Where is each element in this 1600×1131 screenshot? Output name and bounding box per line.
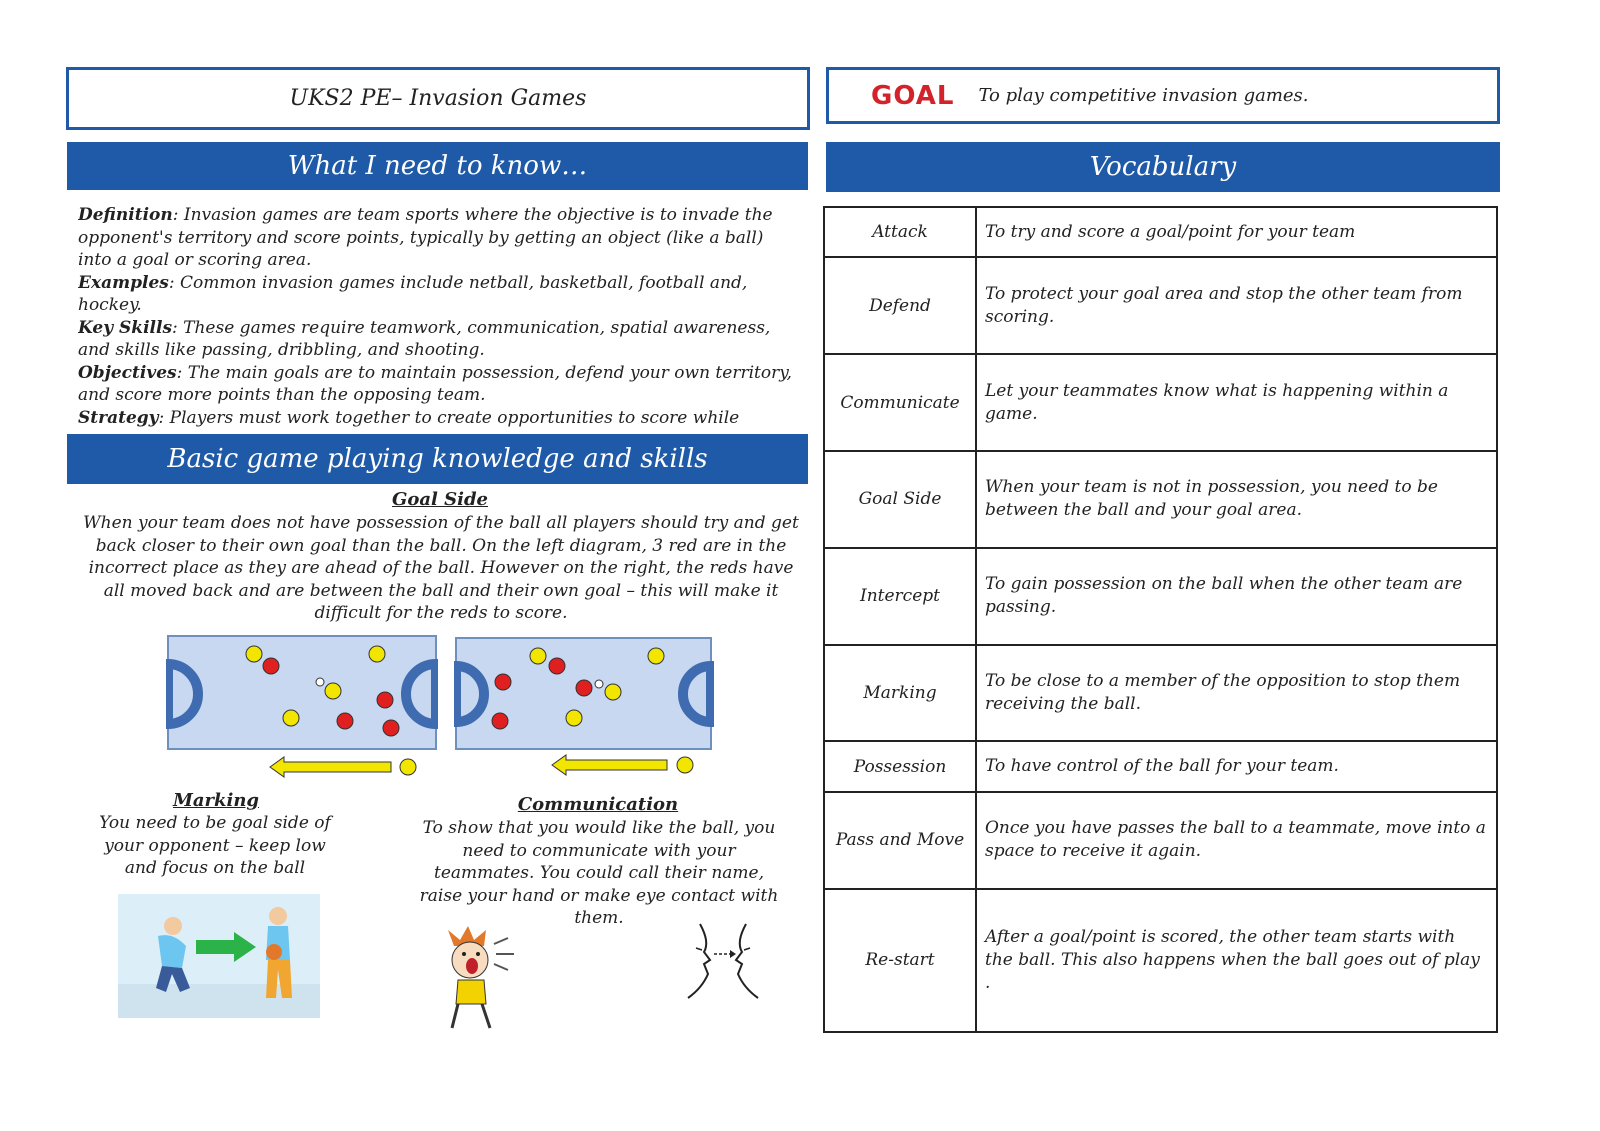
definition-label: Definition bbox=[78, 205, 173, 225]
vocabulary-table bbox=[823, 206, 1498, 1033]
marking-heading: Marking bbox=[172, 790, 260, 811]
strategy-paragraph bbox=[78, 407, 802, 430]
knowledge-text bbox=[78, 204, 802, 432]
goal-side-text: When your team does not have possession of the ball all players should try and get back closer to their own goal than the ball. On the left diagram, 3 red are in the incorrect place as they are ahead of the ball. However on the right, the reds have all moved back and are between the ball and their own goal – this will make it difficult for the reds to score. bbox=[83, 513, 799, 623]
vocab-term: Re-start bbox=[824, 889, 976, 1032]
vocabulary-table-wrapper bbox=[823, 206, 1498, 1033]
banner-label: Basic game playing knowledge and skills bbox=[167, 444, 708, 474]
basic-skills-banner bbox=[67, 434, 808, 484]
key-skills-label: Key Skills bbox=[78, 317, 173, 338]
goal-side-diagram-right bbox=[454, 636, 714, 782]
vocab-definition: To gain possession on the ball when the other team are passing. bbox=[976, 548, 1497, 645]
examples-text: : Common invasion games include netball, basketball, football and, hockey. bbox=[78, 272, 748, 315]
objectives-label: Objectives bbox=[78, 362, 177, 383]
goal-text: To play competitive invasion games. bbox=[978, 85, 1309, 106]
banner-label: What I need to know… bbox=[287, 151, 588, 181]
marking-illustration bbox=[118, 894, 320, 1018]
goal-side-heading: Goal Side bbox=[391, 489, 489, 510]
table-row bbox=[824, 889, 1497, 1032]
what-i-need-to-know-banner bbox=[67, 142, 808, 190]
vocab-term: Defend bbox=[824, 257, 976, 354]
strategy-text: : Players must work together to create opportunities to score while bbox=[158, 407, 740, 428]
vocab-definition: To have control of the ball for your team. bbox=[976, 741, 1497, 791]
key-skills-text: : These games require teamwork, communication, spatial awareness, and skills like passing, dribbling, and shooting. bbox=[78, 317, 771, 360]
communication-text: To show that you would like the ball, you need to communicate with your teammates. You could call their name, raise your hand or make eye contact with them. bbox=[419, 818, 779, 928]
vocab-definition: To protect your goal area and stop the other team from scoring. bbox=[976, 257, 1497, 354]
shouting-child-illustration bbox=[424, 924, 524, 1036]
key-skills-paragraph bbox=[78, 317, 802, 362]
examples-label: Examples bbox=[78, 272, 169, 293]
banner-label: Vocabulary bbox=[1089, 152, 1237, 182]
definition-paragraph bbox=[78, 204, 802, 272]
table-row bbox=[824, 741, 1497, 791]
vocab-term: Communicate bbox=[824, 354, 976, 451]
vocab-term: Marking bbox=[824, 645, 976, 742]
table-row bbox=[824, 354, 1497, 451]
objectives-text: : The main goals are to maintain possession, defend your own territory, and score more points than the opposing team. bbox=[78, 362, 792, 405]
vocab-term: Possession bbox=[824, 741, 976, 791]
title-box bbox=[66, 67, 810, 130]
vocab-definition: Let your teammates know what is happening within a game. bbox=[976, 354, 1497, 451]
strategy-label: Strategy bbox=[78, 407, 159, 428]
communication-heading: Communication bbox=[517, 794, 679, 815]
goal-box bbox=[826, 67, 1500, 124]
goal-side-diagram-left bbox=[166, 634, 438, 780]
table-row bbox=[824, 645, 1497, 742]
marking-text: You need to be goal side of your opponent – keep low and focus on the ball bbox=[99, 813, 331, 878]
vocab-definition: After a goal/point is scored, the other team starts with the ball. This also happens when the ball goes out of play . bbox=[976, 889, 1497, 1032]
definition-text: : Invasion games are team sports where the objective is to invade the opponent's territory and score points, typically by getting an object (like a ball) into a goal or scoring area. bbox=[78, 205, 773, 270]
vocabulary-banner bbox=[826, 142, 1500, 192]
vocab-term: Attack bbox=[824, 207, 976, 257]
table-row bbox=[824, 257, 1497, 354]
vocab-term: Intercept bbox=[824, 548, 976, 645]
table-row bbox=[824, 548, 1497, 645]
goal-logo: GOAL bbox=[871, 80, 955, 111]
vocab-definition: When your team is not in possession, you need to be between the ball and your goal area. bbox=[976, 451, 1497, 548]
vocab-definition: To be close to a member of the opposition to stop them receiving the ball. bbox=[976, 645, 1497, 742]
page-title: UKS2 PE– Invasion Games bbox=[289, 86, 587, 111]
examples-paragraph bbox=[78, 272, 802, 317]
vocab-term: Goal Side bbox=[824, 451, 976, 548]
table-row bbox=[824, 451, 1497, 548]
table-row bbox=[824, 792, 1497, 889]
objectives-paragraph bbox=[78, 362, 802, 407]
vocab-definition: Once you have passes the ball to a teammate, move into a space to receive it again. bbox=[976, 792, 1497, 889]
faces-communication-icon bbox=[680, 922, 766, 1004]
vocab-definition: To try and score a goal/point for your team bbox=[976, 207, 1497, 257]
table-row bbox=[824, 207, 1497, 257]
vocab-term: Pass and Move bbox=[824, 792, 976, 889]
